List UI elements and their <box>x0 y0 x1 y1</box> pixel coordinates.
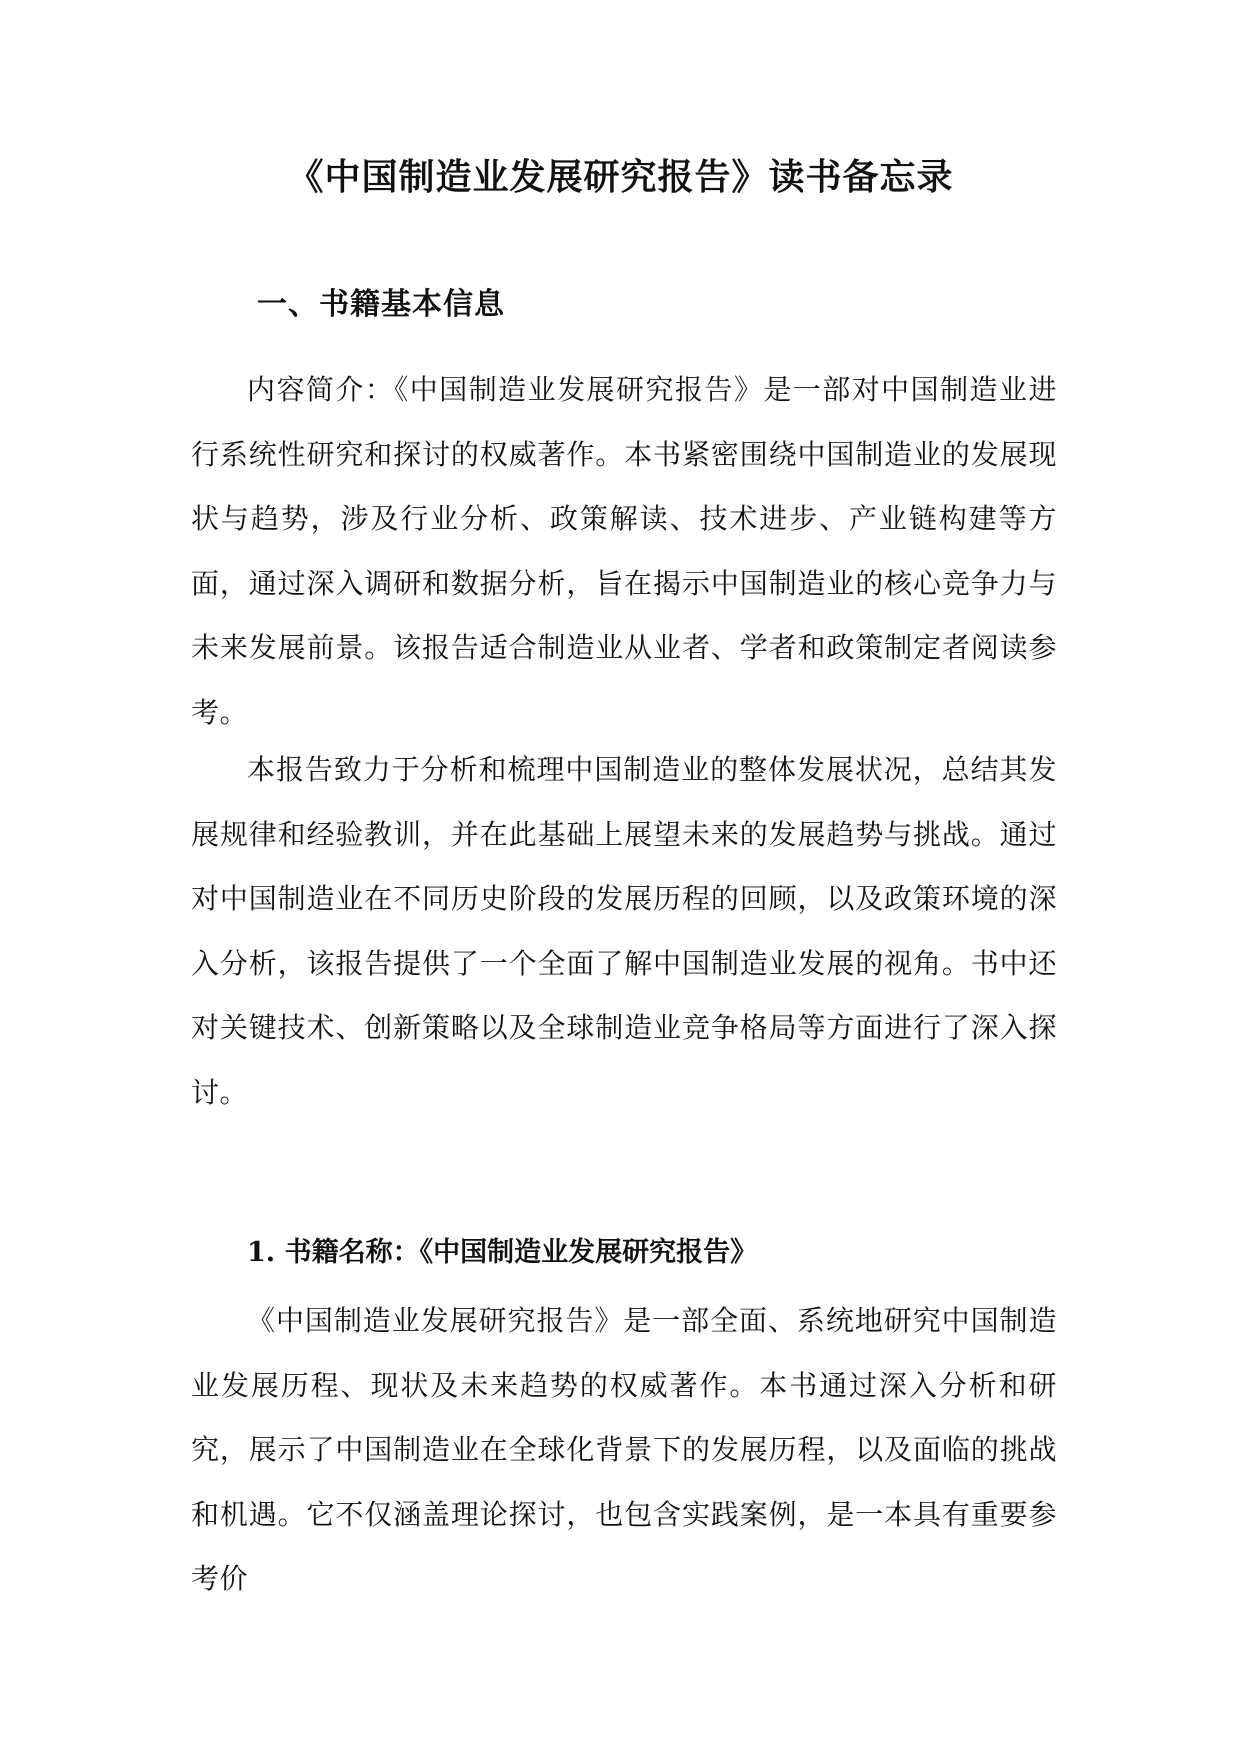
paragraph-report-overview: 本报告致力于分析和梳理中国制造业的整体发展状况，总结其发展规律和经验教训，并在此基础上展望未来的发展趋势与挑战。通过对中国制造业在不同历史阶段的发展历程的回顾，以及政策环境的深入分析，该报告提供了一个全面了解中国制造业发展的视角。书中还对关键技术、创新策略以及全球制造业竞争格局等方面进行了深入探讨。 <box>191 753 1057 1109</box>
paragraph-book-description: 《中国制造业发展研究报告》是一部全面、系统地研究中国制造业发展历程、现状及未来趋势的权威著作。本书通过深入分析和研究，展示了中国制造业在全球化背景下的发展历程，以及面临的挑战和机遇。它不仅涵盖理论探讨，也包含实践案例，是一本具有重要参考价 <box>191 1304 1057 1595</box>
section-heading-basic-info: 一、书籍基本信息 <box>257 287 505 322</box>
subsection-heading-book-name: 1. 书籍名称：《中国制造业发展研究报告》 <box>247 1237 758 1268</box>
paragraph-content-summary: 内容简介：《中国制造业发展研究报告》是一部对中国制造业进行系统性研究和探讨的权威著作。本书紧密围绕中国制造业的发展现状与趋势，涉及行业分析、政策解读、技术进步、产业链构建等方面，通过深入调研和数据分析，旨在揭示中国制造业的核心竞争力与未来发展前景。该报告适合制造业从业者、学者和政策制定者阅读参考。 <box>191 373 1057 729</box>
document-title: 《中国制造业发展研究报告》读书备忘录 <box>287 156 954 198</box>
